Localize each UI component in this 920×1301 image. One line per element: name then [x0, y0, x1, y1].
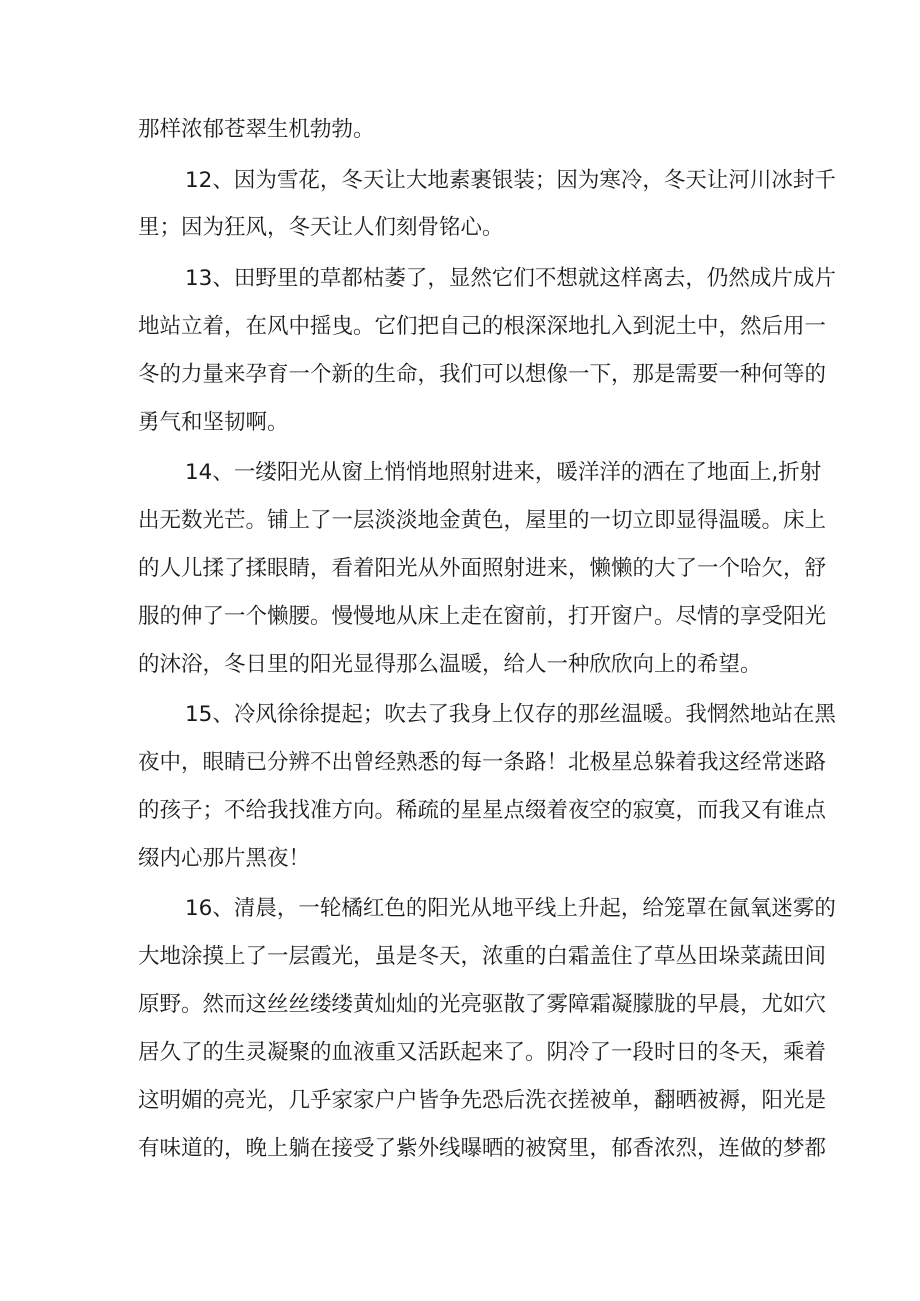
text-line: 夜中，眼睛已分辨不出曾经熟悉的每一条路！北极星总躲着我这经常迷路 — [138, 750, 827, 775]
text-line: 的孩子；不给我找准方向。稀疏的星星点缀着夜空的寂寞，而我又有谁点 — [138, 798, 827, 823]
text-line: 的人儿揉了揉眼睛，看着阳光从外面照射进来，懒懒的大了一个哈欠，舒 — [138, 556, 827, 581]
text-line: 勇气和坚韧啊。 — [138, 410, 289, 435]
paragraph-13-line: 13、田野里的草都枯萎了，显然它们不想就这样离去，仍然成片成片 — [185, 266, 836, 291]
text-line: 有味道的，晚上躺在接受了紫外线曝晒的被窝里，郁香浓烈，连做的梦都 — [138, 1136, 827, 1161]
text-line: 地站立着，在风中摇曳。它们把自己的根深深地扎入到泥土中，然后用一 — [138, 314, 827, 339]
text-line: 这明媚的亮光，几乎家家户户皆争先恐后洗衣搓被单，翻晒被褥，阳光是 — [138, 1088, 827, 1113]
text-line: 里；因为狂风，冬天让人们刻骨铭心。 — [138, 215, 504, 240]
text-line: 缀内心那片黑夜！ — [138, 846, 311, 871]
text-line: 那样浓郁苍翠生机勃勃。 — [138, 117, 375, 142]
text-line: 冬的力量来孕育一个新的生命，我们可以想像一下，那是需要一种何等的 — [138, 362, 827, 387]
text-line: 服的伸了一个懒腰。慢慢地从床上走在窗前，打开窗户。尽情的享受阳光 — [138, 604, 827, 629]
text-line: 大地涂摸上了一层霞光，虽是冬天，浓重的白霜盖住了草丛田垛菜蔬田间 — [138, 944, 827, 969]
text-line: 出无数光芒。铺上了一层淡淡地金黄色，屋里的一切立即显得温暖。床上 — [138, 508, 827, 533]
paragraph-16-line: 16、清晨，一轮橘红色的阳光从地平线上升起，给笼罩在氤氧迷雾的 — [185, 896, 836, 921]
paragraph-12-line: 12、因为雪花，冬天让大地素裹银装；因为寒冷，冬天让河川冰封千 — [185, 168, 836, 193]
paragraph-14-line: 14、一缕阳光从窗上悄悄地照射进来，暖洋洋的洒在了地面上,折射 — [185, 460, 822, 485]
text-line: 原野。然而这丝丝缕缕黄灿灿的光亮驱散了雾障霜凝朦胧的早晨，尤如穴 — [138, 992, 827, 1017]
text-line: 居久了的生灵凝聚的血液重又活跃起来了。阴冷了一段时日的冬天，乘着 — [138, 1040, 827, 1065]
paragraph-15-line: 15、冷风徐徐提起；吹去了我身上仅存的那丝温暖。我惘然地站在黑 — [185, 702, 836, 727]
text-line: 的沐浴，冬日里的阳光显得那么温暖，给人一种欣欣向上的希望。 — [138, 652, 762, 677]
